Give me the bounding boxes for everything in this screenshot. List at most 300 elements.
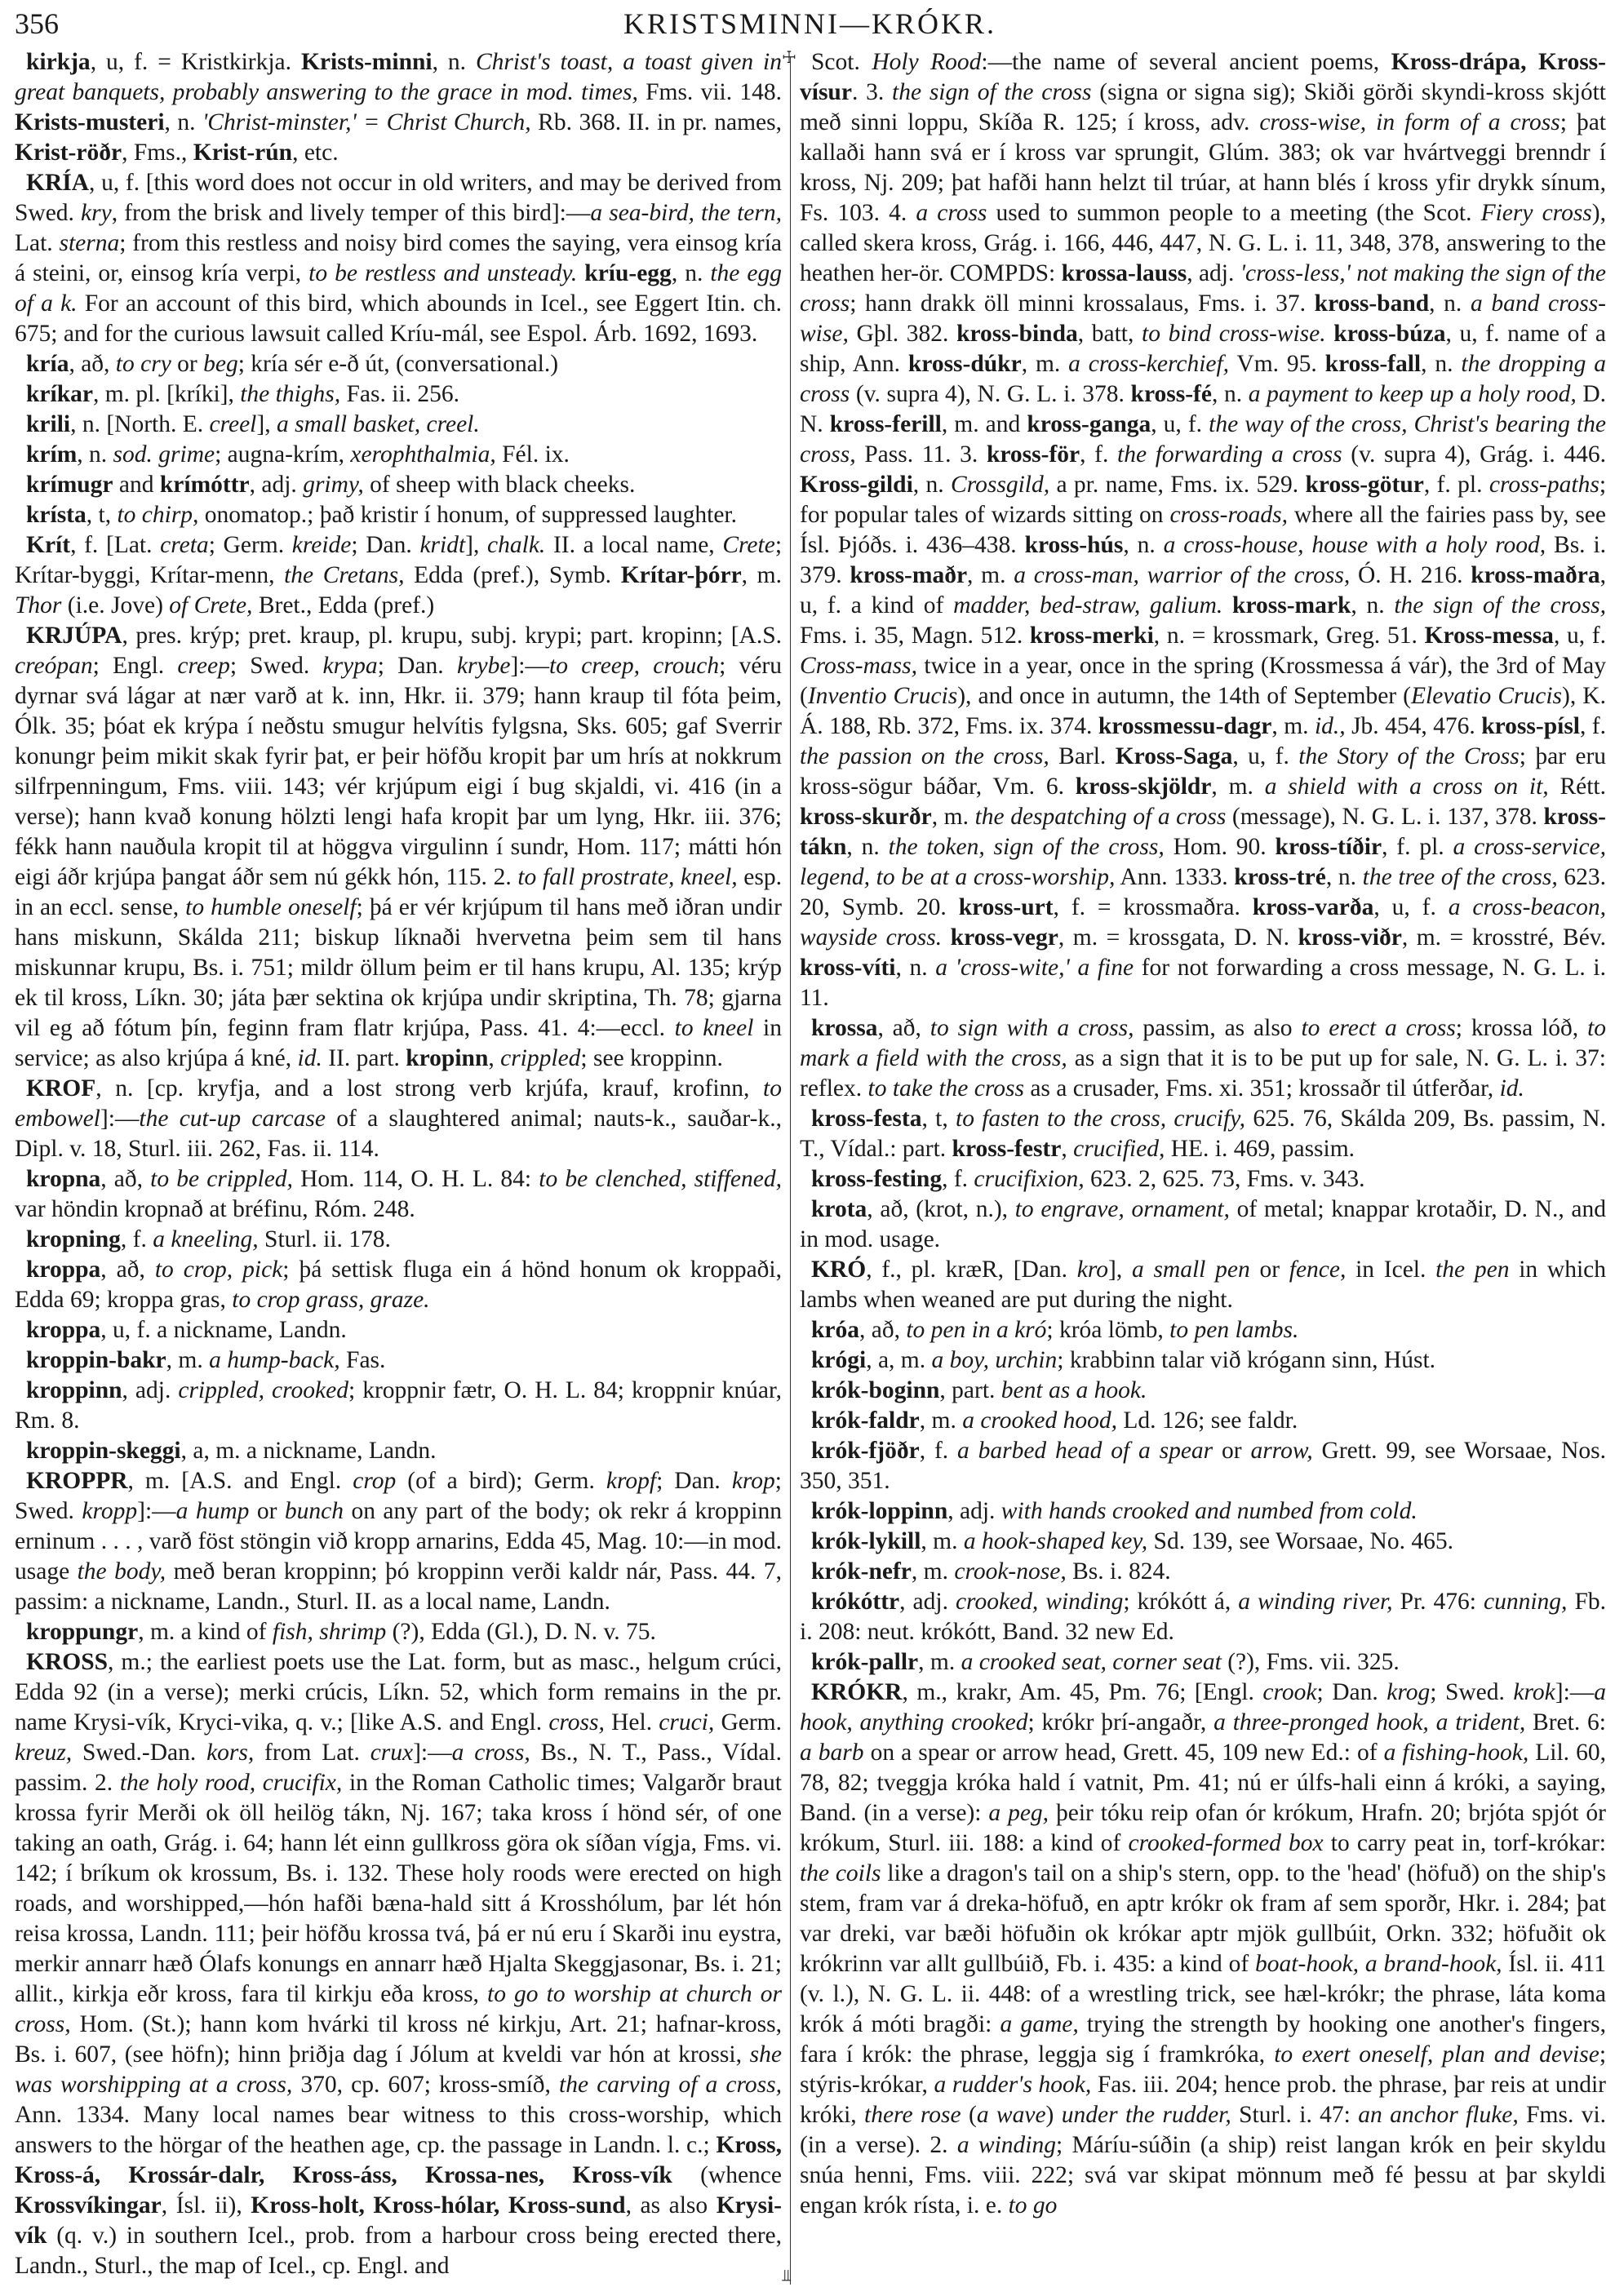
- entry-text: ; Swed.: [15, 1468, 782, 1524]
- gloss: the tree of the cross,: [1362, 864, 1558, 890]
- entry-text: , m.: [1211, 773, 1265, 800]
- entry-text: , as also: [625, 2192, 717, 2218]
- gloss: kors,: [206, 1740, 255, 1766]
- headword: krísta: [26, 502, 87, 528]
- gloss: to pen in a kró: [906, 1317, 1047, 1343]
- headword: kross-festa: [811, 1106, 922, 1132]
- dictionary-entry: [800, 1496, 1606, 1527]
- headword: kross-búza: [1333, 321, 1446, 347]
- entry-text: a pr. name, Fms. ix. 529.: [1049, 472, 1306, 498]
- entry-text: for not forwarding a cross message, N. G. L. i. 11.: [800, 955, 1606, 1011]
- entry-text: , f.: [1080, 441, 1118, 468]
- headword: króa: [811, 1317, 859, 1343]
- headword: KROF: [26, 1075, 96, 1101]
- entry-text: , u, f. = Kristkirkja.: [90, 49, 301, 75]
- entry-text: var höndin kropnað at bréfinu, Róm. 248.: [15, 1196, 415, 1222]
- entry-text: in the Roman Catholic times; Valgarðr braut krossa fyrir Merði ok öll heilög tákn, Nj. 167; taka kross í hönd sér, of one taking an oath, Grág. i. 64; hann lét einn gullkross göra ok síðan vígja, Fms. vi. 142; í bríkum ok krossum, Bs. i. 132. These holy roods were erected on high roads, and worshipped,—hón hafði bæna-hald sitt á Krosshólum, þar lét hón reisa krossa, Landn. 111; þeir höfðu krossa tvá, þá er nú eru í Skarði inu eystra, merkir annarr hæð Ólafs konungs en annarr hæð Hjalta Skeggjasonar, Bs. i. 21; allit., kirkja eðr kross, fara til kirkju eða kross,: [15, 1770, 783, 2007]
- entry-text: ; þat kallaði hann svá er í kross var sprungit, Glúm. 383; ok var hvártveggi brenndr í kross, Nj. 209; þat hafði hann helzt til trúar, at hann blés í kross yfir drykk sínum, Fs. 103. 4.: [800, 109, 1606, 226]
- entry-text: , m. = krossgata, D. N.: [1058, 924, 1298, 951]
- gloss: a sea-bird, the tern,: [590, 200, 782, 226]
- gloss: a three-pronged hook, a trident,: [1213, 1709, 1526, 1735]
- gloss: to crop grass, graze.: [232, 1287, 430, 1313]
- gloss: the token, sign of the cross,: [888, 834, 1165, 860]
- entry-text: Swed.-Dan.: [72, 1740, 207, 1766]
- entry-text: , pres. krýp; pret. kraup, pl. krupu, subj. krypi; part. kropinn; [A.S.: [122, 623, 782, 649]
- headword: krók-fjöðr: [811, 1438, 920, 1464]
- gloss: a shield with a cross on it,: [1264, 773, 1549, 800]
- gloss: the cut-up carcase: [139, 1106, 326, 1132]
- headword: kross-varða: [1252, 894, 1374, 920]
- headword: krossa-lauss: [1061, 260, 1187, 286]
- gloss: to humble oneself: [185, 894, 357, 920]
- entry-text: ; from this restless and noisy bird comes the saying, vera einsog kría á steini, or, einsog kría verpi,: [15, 230, 782, 286]
- entry-text: Sd. 139, see Worsaae, No. 465.: [1147, 1528, 1453, 1554]
- entry-text: ],: [1108, 1257, 1132, 1283]
- dictionary-entry: [15, 1345, 782, 1376]
- entry-text: or: [171, 351, 204, 377]
- entry-text: on any part of the body; ok rekr á kroppinn erninum . . . , varð föst stöngin við kropp arnarins, Edda 45, Mag. 10:—in mod. usage: [15, 1498, 782, 1585]
- entry-text: , n.: [846, 834, 889, 860]
- gloss: crux: [370, 1740, 414, 1766]
- headword: kropinn: [406, 1045, 489, 1071]
- gloss: a boy, urchin: [931, 1347, 1058, 1373]
- entry-text: Hel.: [604, 1709, 659, 1735]
- gloss: creep: [177, 653, 230, 679]
- gloss: a cross-man, warrior of the cross,: [1014, 562, 1351, 588]
- entry-text: like a dragon's tail on a ship's stern, opp. to the 'head' (höfuð) on the ship's stem, fram var á dreka-höfuð, en aptr krókr ok fram af sem sporðr, Hkr. i. 284; þat var dreki, var bæði höfuðin ok krókar aptr mjök gullbúit, Orkn. 332; höfuðit ok krókrinn var allt gullbúið, Fb. i. 435: a kind of: [800, 1860, 1606, 1977]
- dictionary-entry: [15, 1315, 782, 1345]
- gloss: the thighs,: [240, 381, 341, 407]
- column-divider: [790, 57, 791, 2285]
- gloss: cross-roads,: [1169, 502, 1288, 528]
- entry-text: Bret. 6:: [1525, 1709, 1606, 1735]
- entry-text: Fas. ii. 256.: [340, 381, 460, 407]
- gloss: a barbed head of a spear: [957, 1438, 1213, 1464]
- entry-text: , m.: [166, 1347, 210, 1373]
- headword: krógi: [811, 1347, 867, 1373]
- entry-text: of metal; knappar krotaðir, D. N., and in mod. usage.: [800, 1196, 1607, 1252]
- entry-text: For an account of this bird, which abounds in Icel., see Eggert Itin. ch. 675; and for the curious lawsuit called Kríu-mál, see Espol. Árb. 1692, 1693.: [15, 290, 782, 347]
- entry-text: II. a local name,: [545, 532, 723, 558]
- gloss: the way of the cross, Christ's bearing the cross,: [800, 411, 1607, 468]
- entry-text: ): [1045, 2102, 1062, 2128]
- dictionary-entry: [800, 1345, 1606, 1376]
- headword: kross-för: [986, 441, 1080, 468]
- headword: kríkar: [26, 381, 93, 407]
- gloss: under the rudder,: [1061, 2102, 1231, 2128]
- gloss: Holy Rood: [872, 49, 982, 75]
- gloss: to cry: [115, 351, 171, 377]
- entry-text: , m.: [1271, 713, 1315, 739]
- headword: krímóttr: [159, 472, 250, 498]
- headword: kross-dúkr: [907, 351, 1022, 377]
- entry-text: ,: [1061, 1136, 1074, 1162]
- gloss: cruci,: [659, 1709, 715, 1735]
- entry-text: , m.: [1021, 351, 1069, 377]
- gloss: a hook-shaped key,: [963, 1528, 1148, 1554]
- dictionary-entry: [800, 47, 1606, 1013]
- gloss: id.: [297, 1045, 322, 1071]
- entry-text: in service; as also krjúpa á kné,: [15, 1015, 782, 1071]
- gloss: of Crete,: [169, 592, 253, 618]
- entry-text: of sheep with black cheeks.: [363, 472, 636, 498]
- headword: kross-götur: [1305, 472, 1424, 498]
- entry-text: Lil. 60, 78, 82; tveggja króka hald í vatnit, Pm. 41; nú er úlfs-hali einn á króki, a saying, Band. (in a verse):: [800, 1740, 1606, 1826]
- entry-text: (i.e. Jove): [61, 592, 170, 618]
- gloss: crooked-formed box: [1128, 1830, 1324, 1856]
- gloss: an anchor fluke,: [1358, 2102, 1519, 2128]
- entry-text: , f.: [1580, 713, 1606, 739]
- gloss: to erect a cross: [1301, 1015, 1456, 1041]
- entry-text: Hom. (St.); hann kom hvárki til kross né kirkju, Art. 21; hafnar-kross, Bs. i. 607, (see höfn); hinn þriðja dag í Jólum at kveldi var hón at krossi,: [15, 2011, 782, 2068]
- gloss: a crooked seat, corner seat: [961, 1649, 1222, 1675]
- dictionary-entry: [15, 1436, 782, 1466]
- entry-text: (?), Edda (Gl.), D. N. v. 75.: [386, 1619, 656, 1645]
- dictionary-entry: [15, 500, 782, 530]
- gloss: arrow,: [1250, 1438, 1313, 1464]
- headword: krókóttr: [811, 1589, 900, 1615]
- gloss: a small pen: [1131, 1257, 1250, 1283]
- gloss: to sign with a cross,: [930, 1015, 1134, 1041]
- gloss: bent as a hook.: [1001, 1377, 1147, 1403]
- entry-text: as a sign that it is to be put up for sale, N. G. L. i. 37: reflex.: [800, 1045, 1607, 1101]
- entry-text: ; krókr þrí-angaðr,: [1027, 1709, 1214, 1735]
- gloss: the holy rood, crucifix,: [119, 1770, 343, 1796]
- gloss: to embowel: [15, 1075, 782, 1132]
- entry-text: , n.: [1351, 592, 1395, 618]
- gloss: crucified,: [1073, 1136, 1165, 1162]
- entry-text: , part.: [939, 1377, 1001, 1403]
- entry-text: Fms. vii. 148.: [637, 79, 783, 105]
- entry-text: , að,: [100, 1166, 151, 1192]
- headword: Krysi-vík: [15, 2192, 782, 2249]
- entry-text: , a, m.: [866, 1347, 932, 1373]
- entry-text: Fms. vi. (in a verse). 2.: [800, 2102, 1607, 2158]
- gloss: a cross-house, house with a holy rood,: [1163, 532, 1546, 558]
- gloss: the passion on the cross,: [800, 743, 1049, 769]
- entry-text: ; krabbinn talar við krógann sinn, Húst.: [1057, 1347, 1436, 1373]
- gloss: to crop, pick: [154, 1257, 283, 1283]
- headword: Kross-Saga: [1115, 743, 1233, 769]
- entry-text: ]:—: [510, 653, 549, 679]
- entry-text: as a crusader, Fms. xi. 351; krossaðr til útferðar,: [1023, 1075, 1500, 1101]
- entry-text: or: [1213, 1438, 1251, 1464]
- gloss: cross,: [548, 1709, 605, 1735]
- headword: Krist-rún: [193, 140, 293, 166]
- gloss: to mark a field with the cross,: [800, 1015, 1607, 1071]
- entry-text: Scot.: [811, 49, 872, 75]
- entry-text: Fél. ix.: [495, 441, 570, 468]
- entry-text: , að,: [859, 1317, 907, 1343]
- gloss: the dropping a cross: [800, 351, 1606, 407]
- entry-text: (v. supra 4), N. G. L. i. 378.: [850, 381, 1131, 407]
- entry-text: , að, (krot, n.),: [867, 1196, 1015, 1222]
- gloss: to pen lambs.: [1169, 1317, 1299, 1343]
- entry-text: , n.: [1211, 381, 1249, 407]
- entry-text: ; Germ.: [208, 532, 292, 558]
- gloss: xerophthalmia,: [350, 441, 496, 468]
- dictionary-entry: [15, 1164, 782, 1225]
- gloss: Inventio Crucis: [807, 683, 958, 709]
- gloss: madder, bed-straw, galium.: [953, 592, 1223, 618]
- headword: KRÍA: [26, 170, 90, 196]
- headword: krím: [26, 441, 78, 468]
- dictionary-entry: [15, 470, 782, 500]
- entry-text: Vm. 95.: [1229, 351, 1325, 377]
- headword: Krist-röðr: [15, 140, 122, 166]
- gloss: Crossgild,: [951, 472, 1050, 498]
- entry-text: , u, f. a nickname, Landn.: [100, 1317, 347, 1343]
- gloss: bunch: [284, 1498, 344, 1524]
- entry-text: , n. = krossmark, Greg. 51.: [1153, 623, 1425, 649]
- entry-text: , n.: [671, 260, 711, 286]
- entry-text: (: [961, 2102, 977, 2128]
- gloss: the sign of the cross: [892, 79, 1092, 105]
- headword: kross-víti: [800, 955, 896, 981]
- dictionary-entry: [800, 1436, 1606, 1496]
- entry-text: HE. i. 469, passim.: [1165, 1136, 1355, 1162]
- entry-text: ; stýris-krókar,: [800, 2041, 1607, 2098]
- dictionary-entry: [800, 1587, 1606, 1647]
- column-ornament-bottom-icon: ⫫: [782, 2267, 792, 2285]
- dictionary-entry: [800, 1315, 1606, 1345]
- gloss: a payment to keep up a holy rood,: [1248, 381, 1577, 407]
- gloss: crucifixion,: [974, 1166, 1085, 1192]
- gloss: crippled: [500, 1045, 581, 1071]
- entry-text: 625. 76, Skálda 209, Bs. passim, N. T., Vídal.: part.: [800, 1106, 1606, 1162]
- entry-text: (q. v.) in southern Icel., prob. from a harbour cross being erected there, Landn., Sturl., the map of Icel., cp. Engl. and: [15, 2223, 782, 2279]
- dictionary-entry: [800, 1255, 1606, 1315]
- entry-text: onomatop.; það kristir í honum, of suppressed laughter.: [198, 502, 737, 528]
- entry-text: ), called skera kross, Grág. i. 166, 446, 447, N. G. L. i. 11, 348, 378, answering to the heathen her-ör. COMPDS:: [800, 200, 1606, 286]
- entry-text: , f.: [120, 1226, 153, 1252]
- entry-text: Ísl. ii. 411 (v. l.), N. G. L. ii. 448: of a wrestling trick, see hæl-krókr; the phrase, láta koma krók á móti bragði:: [800, 1951, 1606, 2037]
- page-number: 356: [15, 7, 59, 40]
- headword: kross-tré: [1234, 864, 1326, 890]
- entry-text: , n.: [1429, 290, 1471, 317]
- entry-text: ; Swed.: [1430, 1679, 1514, 1705]
- gloss: fish, shrimp: [272, 1619, 387, 1645]
- entry-text: [1222, 592, 1232, 618]
- entry-text: , adj.: [122, 1377, 179, 1403]
- headword: KRÓKR: [811, 1679, 903, 1705]
- dictionary-entry: [800, 1647, 1606, 1678]
- headword: krili: [26, 411, 71, 437]
- entry-text: from Lat.: [254, 1740, 370, 1766]
- headword: kross-písl: [1481, 713, 1580, 739]
- headword: krímugr: [26, 472, 113, 498]
- entry-text: , f. = krossmaðra.: [1053, 894, 1253, 920]
- gloss: Elevatio Crucis: [1411, 683, 1563, 709]
- entry-text: in which lambs when weaned are put during the night.: [800, 1257, 1606, 1313]
- entry-text: ; þar eru kross-sögur báðar, Vm. 6.: [800, 743, 1607, 800]
- entry-text: , u, f. a kind of: [800, 562, 1607, 618]
- gloss: chalk.: [487, 532, 546, 558]
- headword: kross-fall: [1324, 351, 1422, 377]
- entry-text: (whence: [672, 2162, 782, 2188]
- gloss: a 'cross-wite,' a fine: [935, 955, 1134, 981]
- gloss: a hump: [175, 1498, 250, 1524]
- entry-text: twice in a year, once in the spring (Krossmessa á vár), the 3rd of May (: [800, 653, 1606, 709]
- gloss: the carving of a cross,: [559, 2072, 782, 2098]
- entry-text: ; krossa lóð,: [1455, 1015, 1588, 1041]
- entry-text: ]:—: [100, 1106, 140, 1132]
- entry-text: , u, f. [this word does not occur in old writers, and may be derived from Swed.: [15, 170, 782, 226]
- headword: kroppa: [26, 1257, 101, 1283]
- entry-text: ; Dan.: [351, 532, 420, 558]
- entry-text: ; kría sér e-ð út, (conversational.): [237, 351, 559, 377]
- entry-text: Fms. i. 35, Magn. 512.: [800, 623, 1030, 649]
- gloss: she was worshipping at a cross,: [15, 2041, 782, 2098]
- gloss: id.: [1499, 1075, 1524, 1101]
- dictionary-entry: [800, 1406, 1606, 1436]
- entry-text: , a, m. a nickname, Landn.: [180, 1438, 437, 1464]
- entry-text: , n.: [1325, 864, 1363, 890]
- dictionary-entry: [15, 379, 782, 410]
- gloss: cross-wise, in form of a cross: [1259, 109, 1560, 135]
- dictionary-entry: [800, 1104, 1606, 1164]
- gloss: the despatching of a cross: [974, 804, 1227, 830]
- gloss: the body,: [77, 1558, 166, 1585]
- gloss: fence,: [1289, 1257, 1347, 1283]
- entry-text: . 3.: [851, 79, 892, 105]
- gloss: krybe: [456, 653, 511, 679]
- gloss: sterna: [59, 230, 120, 256]
- gloss: a small basket, creel.: [276, 411, 480, 437]
- entry-text: Rétt.: [1548, 773, 1606, 800]
- headword: kroppa: [26, 1317, 101, 1343]
- entry-text: Sturl. ii. 178.: [258, 1226, 391, 1252]
- entry-text: passim, as also: [1134, 1015, 1302, 1041]
- gloss: to exert oneself, plan and devise: [1274, 2041, 1599, 2068]
- gloss: kro: [1076, 1257, 1109, 1283]
- headword: kross-urt: [958, 894, 1054, 920]
- entry-text: , u, f.: [1373, 894, 1449, 920]
- gloss: a game,: [1000, 2011, 1079, 2037]
- headword: kross-binda: [956, 321, 1078, 347]
- entry-text: Ann. 1333.: [1115, 864, 1235, 890]
- dictionary-entry: [15, 440, 782, 470]
- headword: krók-pallr: [811, 1649, 919, 1675]
- entry-text: [577, 260, 584, 286]
- headword: kross-maðra: [1471, 562, 1600, 588]
- entry-text: Gþl. 382.: [848, 321, 957, 347]
- headword: kross-viðr: [1298, 924, 1402, 951]
- entry-text: ; augna-krím,: [215, 441, 351, 468]
- gloss: krypa: [322, 653, 378, 679]
- entry-text: ; króa lömb,: [1046, 1317, 1170, 1343]
- headword: krossa: [811, 1015, 878, 1041]
- entry-text: (v. supra 4), Grág. i. 446.: [1342, 441, 1607, 468]
- entry-text: , adj.: [1187, 260, 1240, 286]
- entry-text: , f. [Lat.: [70, 532, 161, 558]
- gloss: to bind cross-wise.: [1142, 321, 1326, 347]
- headword: kross-tákn: [800, 804, 1606, 860]
- gloss: a crooked hood,: [962, 1407, 1117, 1434]
- entry-text: Bret., Edda (pref.): [252, 592, 435, 618]
- gloss: to be clenched, stiffened,: [539, 1166, 782, 1192]
- gloss: a cross-kerchief,: [1068, 351, 1230, 377]
- gloss: the Cretans,: [284, 562, 405, 588]
- entry-text: , n.: [432, 49, 476, 75]
- entry-text: trying the strength by hooking one another's fingers, fara í krók: the phrase, leggja sig í framkróka,: [800, 2011, 1606, 2068]
- headword: kropning: [26, 1226, 121, 1252]
- entry-text: ; Dan.: [656, 1468, 732, 1494]
- headword: kross-festr: [952, 1136, 1062, 1162]
- entry-text: 623. 20, Symb. 20.: [800, 864, 1607, 920]
- entry-text: ; Engl.: [92, 653, 178, 679]
- entry-text: D. N.: [800, 381, 1607, 437]
- dictionary-entry: [15, 1617, 782, 1647]
- gloss: boat-hook, a brand-hook,: [1255, 1951, 1502, 1977]
- headword: kroppin-bakr: [26, 1347, 166, 1373]
- gloss: cunning,: [1484, 1589, 1568, 1615]
- dictionary-entry: [800, 1678, 1606, 2221]
- gloss: to go to worship at church or cross,: [15, 1981, 782, 2037]
- gloss: cross-paths: [1489, 472, 1599, 498]
- headword: kríu-egg: [584, 260, 672, 286]
- dictionary-entry: [800, 1376, 1606, 1406]
- entry-text: , m.: [918, 1649, 961, 1675]
- dictionary-entry: [15, 1466, 782, 1617]
- entry-text: , m.: [741, 562, 782, 588]
- entry-text: , u, f.: [1553, 623, 1607, 649]
- entry-text: Fb. i. 208: neut. krókótt, Band. 32 new Ed.: [800, 1589, 1606, 1645]
- entry-text: ; þá settisk fluga ein á hönd honum ok kroppaði, Edda 69; kroppa gras,: [15, 1257, 782, 1313]
- entry-text: Bs. i. 379.: [800, 532, 1607, 588]
- entry-text: , Fms.,: [122, 140, 193, 166]
- headword: Krossvíkingar: [15, 2192, 162, 2218]
- entry-text: , m. = krosstré, Bév.: [1401, 924, 1607, 951]
- gloss: a wave: [976, 2102, 1046, 2128]
- dictionary-entry: [800, 1557, 1606, 1587]
- entry-text: Germ.: [714, 1709, 782, 1735]
- gloss: Crete: [722, 532, 775, 558]
- entry-text: or: [1249, 1257, 1289, 1283]
- headword: krók-faldr: [811, 1407, 920, 1434]
- headword: kirkja: [26, 49, 91, 75]
- headword: kroppinn: [26, 1377, 122, 1403]
- entry-text: to carry peat in, torf-krókar:: [1323, 1830, 1606, 1856]
- entry-text: ), and once in autumn, the 14th of September (: [957, 683, 1412, 709]
- dictionary-entry: [15, 168, 782, 349]
- headword: krók-boginn: [811, 1377, 940, 1403]
- entry-text: , m.; the earliest poets use the Lat. form, but as masc., helgum crúci, Edda 92 (in a verse); merki crúcis, Líkn. 52, which form remains in the pr. name Krysi-vík, Kryci-vika, q. v.; [like A.S. and Engl.: [15, 1649, 782, 1735]
- dictionary-entry: [15, 1647, 782, 2281]
- headword: krók-lykill: [811, 1528, 921, 1554]
- headword: KROSS: [26, 1649, 109, 1675]
- gloss: kridt: [419, 532, 466, 558]
- entry-text: , n. [North. E.: [70, 411, 210, 437]
- dictionary-entry: [15, 349, 782, 379]
- entry-text: Edda (pref.), Symb.: [404, 562, 621, 588]
- entry-text: Rb. 368. II. in pr. names,: [530, 109, 782, 135]
- entry-text: , f. pl.: [1382, 834, 1453, 860]
- gloss: a fishing-hook,: [1383, 1740, 1529, 1766]
- gloss: a cross,: [451, 1740, 530, 1766]
- headword: kroppungr: [26, 1619, 139, 1645]
- headword: kross-mark: [1232, 592, 1351, 618]
- gloss: to be restless and unsteady.: [308, 260, 578, 286]
- right-column: [800, 47, 1606, 2221]
- gloss: a hook, anything crooked: [800, 1679, 1607, 1735]
- gloss: a kneeling,: [153, 1226, 259, 1252]
- entry-text: or: [249, 1498, 285, 1524]
- gloss: crook: [1262, 1679, 1317, 1705]
- headword: kross-merki: [1029, 623, 1154, 649]
- entry-text: Fas.: [339, 1347, 386, 1373]
- gloss: crooked, winding: [955, 1589, 1124, 1615]
